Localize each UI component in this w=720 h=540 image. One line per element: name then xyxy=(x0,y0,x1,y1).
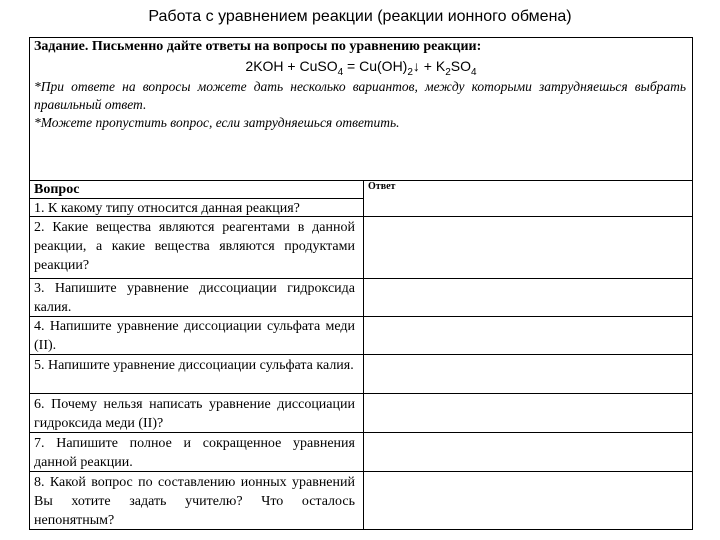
answer-cell-3[interactable] xyxy=(364,279,692,316)
question-8: 8. Какой вопрос по составлению ионных уравнений Вы хотите задать учителю? Что осталось непонятным? xyxy=(34,475,355,528)
page-title: Работа с уравнением реакции (реакции ионного обмена) xyxy=(148,8,572,25)
worksheet xyxy=(29,37,693,530)
question-7: 7. Напишите полное и сокращенное уравнения данной реакции. xyxy=(34,436,355,470)
reaction-equation: 2KOH + CuSO$_4$ = $Cu(OH)_2↓ + K_2SO_4$ xyxy=(245,58,477,78)
answer-cell-2[interactable] xyxy=(364,217,692,278)
answer-cell-4[interactable] xyxy=(364,317,692,354)
answer-column-header: Ответ xyxy=(368,181,396,192)
question-4: 4. Напишите уравнение диссоциации сульфата меди (II). xyxy=(34,319,355,353)
question-2: 2. Какие вещества являются реагентами в данной реакции, а какие вещества являются продуктами реакции? xyxy=(34,220,355,273)
question-6: 6. Почему нельзя написать уравнение диссоциации гидроксида меди (II)? xyxy=(34,397,355,431)
question-1: 1. К какому типу относится данная реакция? xyxy=(34,201,300,216)
task-note-options: *При ответе на вопросы можете дать несколько вариантов, между которыми затрудняешься выбрать правильный ответ. xyxy=(34,79,686,112)
answer-cell-6[interactable] xyxy=(364,394,692,432)
task-heading: Задание. Письменно дайте ответы на вопросы по уравнению реакции: xyxy=(34,39,482,54)
answer-cell-1[interactable] xyxy=(364,198,692,216)
question-column-header: Вопрос xyxy=(34,182,80,197)
task-section xyxy=(30,38,692,181)
answer-cell-7[interactable] xyxy=(364,433,692,471)
answer-cell-8[interactable] xyxy=(364,472,692,529)
question-3: 3. Напишите уравнение диссоциации гидроксида калия. xyxy=(34,281,355,315)
question-5: 5. Напишите уравнение диссоциации сульфата калия. xyxy=(34,358,354,373)
answer-cell-5[interactable] xyxy=(364,355,692,393)
task-note-skip: *Можете пропустить вопрос, если затрудняешься ответить. xyxy=(34,115,400,130)
